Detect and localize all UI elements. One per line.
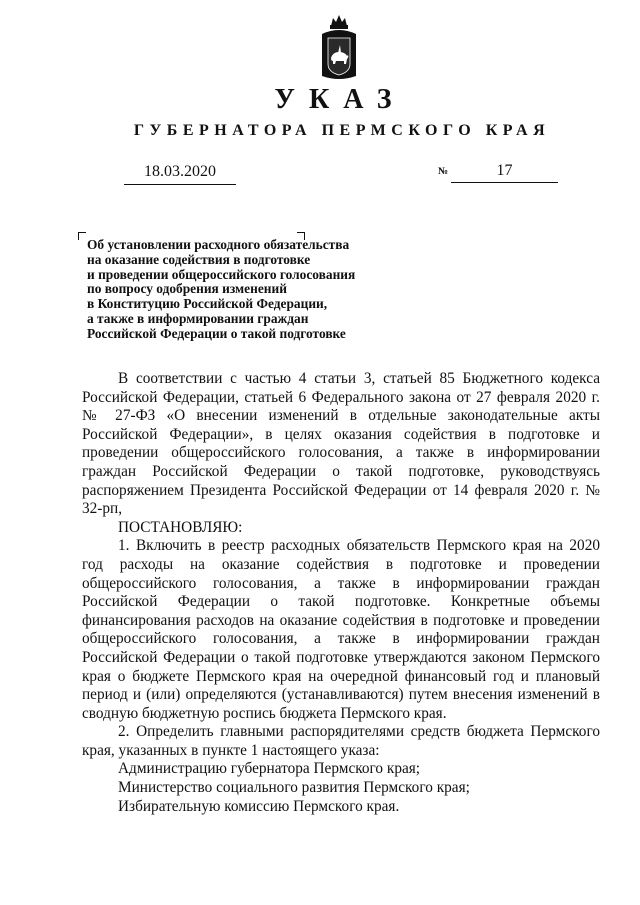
heading-line: Об установлении расходного обязательства <box>87 237 350 252</box>
heading-line: в Конституцию Российской Федерации, <box>87 296 328 312</box>
preamble-paragraph: В соответствии с частью 4 статьи 3, статьей 85 Бюджетного кодекса Российской Федерации, статьей 6 Федерального закона от 27 февраля 2020 г. № 27-ФЗ «О внесении изменений в отдельные законодательные акты Российской Федерации», в целях оказания содействия в подготовке и проведении общероссийского голосования, а также в информировании граждан Российской Федерации о такой подготовке, руководствуясь распоряжением Президента Российской Федерации от 14 февраля 2020 г. № 32-рп, <box>82 370 600 518</box>
list-item: Администрацию губернатора Пермского края; <box>118 760 421 778</box>
postanovlyayu-heading: ПОСТАНОВЛЯЮ: <box>118 518 243 536</box>
number-sign: № <box>438 166 449 177</box>
heading-line: Российской Федерации о такой подготовке <box>87 325 346 341</box>
document-title: УКАЗ <box>274 84 406 115</box>
document-number: 17 <box>451 160 558 183</box>
document-heading <box>87 238 417 342</box>
document-body <box>82 370 600 816</box>
heading-line: по вопросу одобрения изменений <box>87 281 287 297</box>
perm-krai-coat-of-arms-icon <box>318 12 360 84</box>
document-date: 18.03.2020 <box>124 160 236 185</box>
document-issuer: ГУБЕРНАТОРА ПЕРМСКОГО КРАЯ <box>133 122 551 139</box>
heading-line: и проведении общероссийского голосования <box>87 266 356 282</box>
list-item: Министерство социального развития Пермского края; <box>118 779 470 797</box>
heading-corner-left <box>78 232 86 240</box>
list-item: Избирательную комиссию Пермского края. <box>118 797 400 815</box>
item-1-paragraph: 1. Включить в реестр расходных обязательств Пермского края на 2020 год расходы на оказание содействия в подготовке и проведении общероссийского голосования, а также в информировании граждан Российской Федерации о такой подготовке. Конкретные объемы финансирования расходов на оказание содействия в подготовке и проведении общероссийского голосования, а также в информировании граждан Российской Федерации о такой подготовке утверждаются законом Пермского края о бюджете Пермского края на очередной финансовый год и плановый период и (или) определяются (устанавливаются) путем внесения изменений в сводную бюджетную роспись бюджета Пермского края. <box>82 537 600 722</box>
item-2-paragraph: 2. Определить главными распорядителями средств бюджета Пермского края, указанных в пункте 1 настоящего указа: <box>82 723 600 759</box>
heading-line: на оказание содействия в подготовке <box>87 251 311 267</box>
heading-line: а также в информировании граждан <box>87 310 309 326</box>
